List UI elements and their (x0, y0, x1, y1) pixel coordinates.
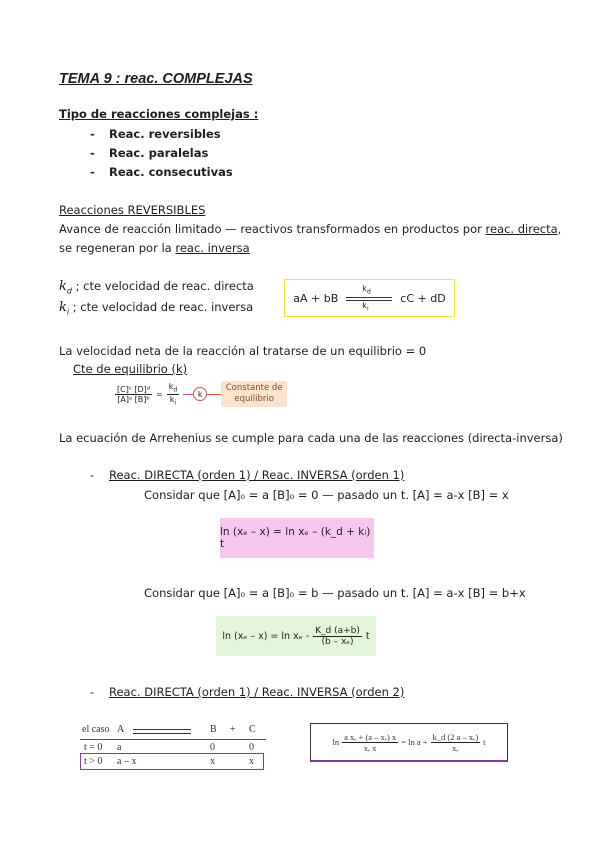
reversible-paragraph-line1 (59, 222, 561, 236)
connector-line (183, 394, 193, 395)
arrow-k: k (362, 284, 367, 293)
row1-b: 0 (210, 742, 215, 753)
f-fraction1 (342, 732, 398, 753)
row2-c: x (249, 756, 254, 767)
type-item-consecutivas: Reac. consecutivas (109, 165, 233, 179)
row2-b: x (210, 756, 215, 767)
row2-time: t > 0 (84, 756, 103, 767)
formula1: ln (xₑ – x) = ln xₑ – (k_d + kᵢ) t (220, 526, 371, 550)
k-num-sub: d (173, 386, 178, 394)
types-heading: Tipo de reacciones complejas : (59, 107, 259, 121)
arrow-line-top (346, 297, 392, 298)
page-title: TEMA 9 : reac. COMPLEJAS (59, 71, 253, 87)
kd-definition (59, 279, 254, 295)
k-num: k (168, 381, 174, 391)
eq-equals: = (155, 389, 163, 399)
k-fraction (167, 382, 179, 406)
ki-symbol: k (59, 300, 67, 315)
row1-c: 0 (249, 742, 254, 753)
row2-a: a – x (117, 756, 137, 767)
ki-definition (59, 300, 253, 316)
arrow-sub: i (366, 305, 369, 313)
table-label: el caso (82, 724, 110, 735)
k-circle: k (193, 387, 207, 401)
f-end: t (483, 737, 486, 747)
net-rate-text: La velocidad neta de la reacción al tratarse de un equilibrio = 0 (59, 344, 427, 358)
bullet: - (90, 685, 95, 699)
case1-condition2: Considar que [A]₀ = a [B]₀ = b — pasado un t. [A] = a-x [B] = b+x (144, 586, 526, 600)
reaction-right: cC + dD (400, 291, 446, 305)
type-item-paralelas: Reac. paralelas (109, 146, 209, 160)
kd-text: ; cte velocidad de reac. directa (71, 279, 254, 293)
para-text: , (557, 222, 562, 236)
eq-num: [C]ᶜ [D]ᵈ (117, 384, 150, 394)
k-den: k (169, 394, 175, 404)
equilibrium-expression (115, 381, 287, 407)
k-den-sub: i (174, 399, 177, 407)
bullet: - (90, 468, 95, 482)
f-den: xₑ x (363, 742, 377, 753)
equilibrium-label: Constante de equilibrio (221, 381, 287, 407)
f-num: a xₑ + (a – xₑ) x (344, 731, 397, 742)
formula3-box (310, 723, 508, 762)
bullet: - (90, 165, 95, 179)
para-underlined: reac. directa (485, 222, 558, 236)
para-text: se regeneran por la (59, 241, 176, 255)
para-text: Avance de reacción limitado — reactivos transformados en productos por (59, 222, 486, 236)
table-header-plus: + (230, 724, 236, 735)
arrow-bottom-label (362, 301, 368, 313)
table-arrow (133, 729, 191, 735)
arrow-sub: d (366, 288, 371, 296)
equilibrium-arrow (346, 284, 392, 313)
reversible-paragraph-line2 (59, 241, 250, 255)
reaction-box (284, 279, 455, 317)
arrhenius-text: La ecuación de Arrehenius se cumple para cada una de las reacciones (directa-inversa) (59, 431, 563, 445)
kd-symbol: k (59, 279, 67, 294)
bullet: - (90, 146, 95, 160)
arrow-top-label (362, 284, 370, 296)
ki-text: ; cte velocidad de reac. inversa (69, 300, 254, 314)
case2-heading: Reac. DIRECTA (orden 1) / Reac. INVERSA (orden 2) (109, 685, 405, 699)
connector-line (207, 394, 221, 395)
table-header-c: C (249, 724, 256, 735)
reversible-heading: Reacciones REVERSIBLES (59, 203, 206, 217)
concentration-fraction (115, 385, 152, 404)
bullet: - (90, 127, 95, 141)
formula2-right: t (365, 630, 370, 642)
row2-highlight (80, 753, 264, 770)
formula2-den: (b – xₑ) (321, 636, 354, 647)
formula2-num: K_d (a+b) (315, 625, 360, 636)
table-header-b: B (210, 724, 217, 735)
kd-sub: d (66, 286, 72, 296)
table-header-a: A (117, 724, 125, 735)
case1-condition1: Considar que [A]₀ = a [B]₀ = 0 — pasado un t. [A] = a-x [B] = x (144, 488, 509, 502)
formula2-fraction (313, 626, 362, 647)
para-underlined: reac. inversa (175, 241, 250, 255)
eq-den: [A]ᵃ [B]ᵇ (117, 394, 150, 404)
f-num2: k_d (2 a – xₑ) (432, 731, 479, 742)
row1-time: t = 0 (84, 742, 103, 753)
formula2-box (216, 616, 376, 656)
f-mid: = ln a + (401, 737, 428, 747)
ki-sub: i (66, 307, 70, 317)
case1-heading: Reac. DIRECTA (orden 1) / Reac. INVERSA (orden 1) (109, 468, 405, 482)
f-ln: ln (332, 737, 340, 747)
table-divider (80, 739, 266, 740)
formula2-left: ln (xₑ – x) = ln xₑ - (222, 630, 310, 642)
cte-heading: Cte de equilibrio (k) (73, 362, 188, 376)
row1-a: a (117, 742, 122, 753)
formula1-box (220, 518, 374, 558)
f-den2: xₑ (452, 742, 459, 753)
reaction-left: aA + bB (293, 291, 339, 305)
f-fraction2 (431, 732, 481, 753)
type-item-reversibles: Reac. reversibles (109, 127, 221, 141)
arrow-line-bottom (346, 300, 392, 301)
arrow-k: k (362, 301, 367, 310)
